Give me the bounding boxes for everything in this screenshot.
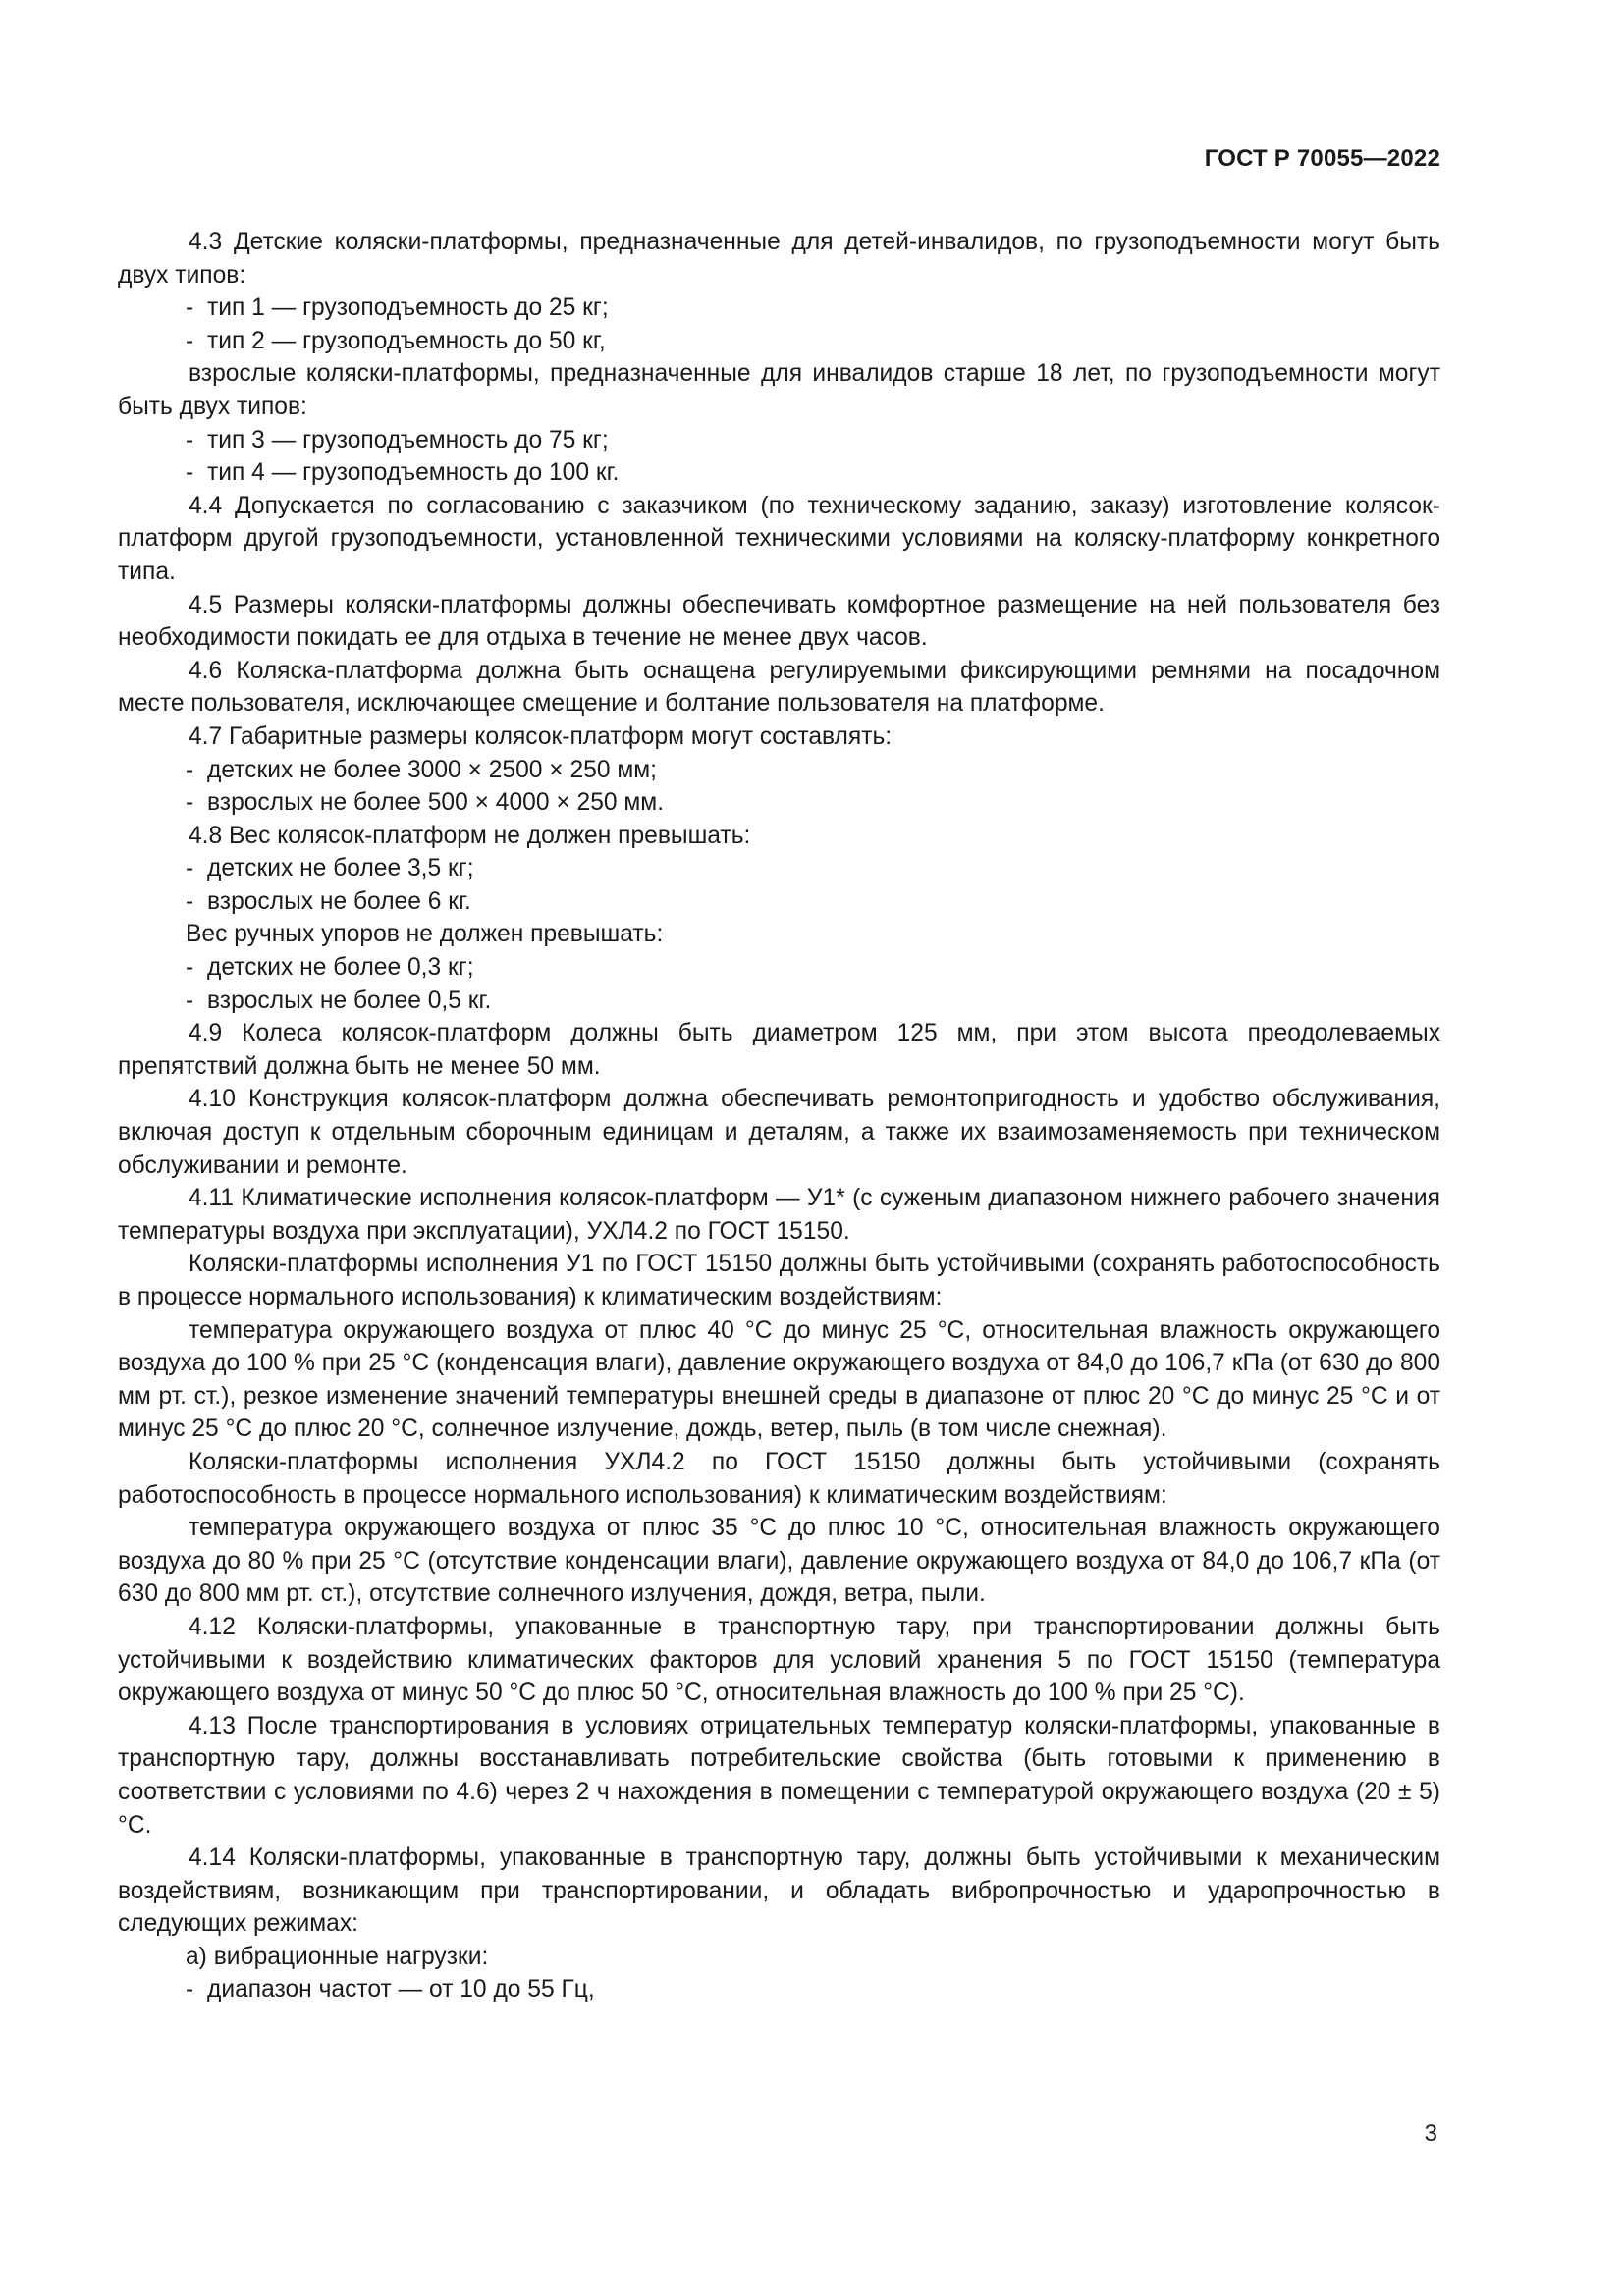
paragraph: Коляски-платформы исполнения УХЛ4.2 по ГОСТ 15150 должны быть устойчивыми (сохранять работоспособность в процессе нормального использования) к климатическим воздействиям: bbox=[118, 1448, 1440, 1509]
paragraph: 4.14 Коляски-платформы, упакованные в транспортную тару, должны быть устойчивыми к механическим воздействиям, возникающим при транспортировании, и обладать вибропрочностью и ударопрочностью в следующих режимах: bbox=[118, 1844, 1440, 1938]
list-item-text: взрослых не более 500 × 4000 × 250 мм. bbox=[207, 789, 665, 817]
paragraph-lead: а) вибрационные нагрузки: bbox=[186, 1943, 489, 1970]
list-item bbox=[118, 424, 1440, 457]
list-item bbox=[118, 456, 1440, 490]
list-item-text: взрослых не более 0,5 кг. bbox=[207, 987, 492, 1014]
paragraph: 4.13 После транспортирования в условиях отрицательных температур коляски-платформы, упакованные в транспортную тару, должны восстанавливать потребительские свойства (быть готовыми к применению в соответствии с условиями по 4.6) через 2 ч нахождения в помещении с температурой окружающего воздуха (20 ± 5) °С. bbox=[118, 1712, 1440, 1839]
paragraph: температура окружающего воздуха от плюс 35 °С до плюс 10 °С, относительная влажность окружающего воздуха до 80 % при 25 °С (отсутствие конденсации влаги), давление окружающего воздуха от 84,0 до 106,7 кПа (от 630 до 800 мм рт. ст.), отсутствие солнечного излучения, дождя, ветра, пыли. bbox=[118, 1515, 1440, 1608]
list-item bbox=[118, 951, 1440, 985]
list-item-text: детских не более 3000 × 2500 × 250 мм; bbox=[207, 756, 657, 783]
list-item-text: взрослых не более 6 кг. bbox=[207, 887, 471, 915]
list-dash: - bbox=[186, 426, 194, 454]
list-dash: - bbox=[186, 987, 194, 1014]
paragraph: 4.6 Коляска-платформа должна быть оснащена регулируемыми фиксирующими ремнями на посадочном месте пользователя, исключающее смещение и болтание пользователя на платформе. bbox=[118, 657, 1440, 718]
list-dash: - bbox=[186, 887, 194, 915]
document-number: ГОСТ Р 70055—2022 bbox=[1204, 145, 1440, 172]
paragraph: 4.7 Габаритные размеры колясок-платформ могут составлять: bbox=[189, 722, 893, 750]
paragraph: 4.4 Допускается по согласованию с заказчиком (по техническому заданию, заказу) изготовление колясок-платформ другой грузоподъемности, установленной техническими условиями на коляску-платформу конкретного типа. bbox=[118, 492, 1440, 585]
list-item bbox=[118, 852, 1440, 885]
list-item-text: тип 3 — грузоподъемность до 75 кг; bbox=[207, 426, 609, 454]
list-item bbox=[118, 754, 1440, 787]
list-item-text: тип 4 — грузоподъемность до 100 кг. bbox=[207, 459, 620, 487]
page-number: 3 bbox=[1424, 2120, 1437, 2147]
list-item-text: тип 1 — грузоподъемность до 25 кг; bbox=[207, 294, 609, 322]
list-dash: - bbox=[186, 855, 194, 882]
paragraph: 4.10 Конструкция колясок-платформ должна обеспечивать ремонтопригодность и удобство обслуживания, включая доступ к отдельным сборочным единицам и деталям, а также их взаимозаменяемость при техническом обслуживании и ремонте. bbox=[118, 1086, 1440, 1179]
paragraph: Коляски-платформы исполнения У1 по ГОСТ 15150 должны быть устойчивыми (сохранять работоспособность в процессе нормального использования) к климатическим воздействиям: bbox=[118, 1251, 1440, 1310]
list-dash: - bbox=[186, 756, 194, 783]
paragraph: температура окружающего воздуха от плюс 40 °С до минус 25 °С, относительная влажность окружающего воздуха до 100 % при 25 °С (конденсация влаги), давление окружающего воздуха от 84,0 до 106,7 кПа (от 630 до 800 мм рт. ст.), резкое изменение значений температуры внешней среды в диапазоне от плюс 20 °С до минус 25 °С и от минус 25 °С до плюс 20 °С, солнечное излучение, дождь, ветер, пыль (в том числе снежная). bbox=[118, 1316, 1440, 1443]
paragraph: 4.9 Колеса колясок-платформ должны быть диаметром 125 мм, при этом высота преодолеваемых препятствий должна быть не менее 50 мм. bbox=[118, 1020, 1440, 1080]
paragraph: 4.8 Вес колясок-платформ не должен превышать: bbox=[189, 822, 751, 849]
list-dash: - bbox=[186, 294, 194, 322]
list-item bbox=[118, 786, 1440, 820]
list-item bbox=[118, 292, 1440, 325]
list-item bbox=[118, 885, 1440, 919]
list-dash: - bbox=[186, 954, 194, 982]
list-item-text: тип 2 — грузоподъемность до 50 кг, bbox=[207, 327, 606, 354]
list-item bbox=[118, 325, 1440, 358]
list-dash: - bbox=[186, 459, 194, 487]
list-item-text: диапазон частот — от 10 до 55 Гц, bbox=[207, 1976, 595, 2003]
paragraph: 4.3 Детские коляски-платформы, предназначенные для детей-инвалидов, по грузоподъемности могут быть двух типов: bbox=[118, 229, 1440, 289]
list-dash: - bbox=[186, 327, 194, 354]
list-dash: - bbox=[186, 1976, 194, 2003]
paragraph: взрослые коляски-платформы, предназначенные для инвалидов старше 18 лет, по грузоподъемности могут быть двух типов: bbox=[118, 360, 1440, 420]
list-item bbox=[118, 1973, 1440, 2006]
document-body bbox=[118, 226, 1440, 2006]
paragraph-lead: Вес ручных упоров не должен превышать: bbox=[186, 921, 664, 948]
list-item-text: детских не более 3,5 кг; bbox=[207, 855, 474, 882]
paragraph: 4.11 Климатические исполнения колясок-платформ — У1* (с суженым диапазоном нижнего рабочего значения температуры воздуха при эксплуатации), УХЛ4.2 по ГОСТ 15150. bbox=[118, 1185, 1440, 1245]
paragraph: 4.5 Размеры коляски-платформы должны обеспечивать комфортное размещение на ней пользователя без необходимости покидать ее для отдыха в течение не менее двух часов. bbox=[118, 591, 1440, 652]
list-dash: - bbox=[186, 789, 194, 817]
list-item-text: детских не более 0,3 кг; bbox=[207, 954, 474, 982]
list-item bbox=[118, 985, 1440, 1018]
paragraph: 4.12 Коляски-платформы, упакованные в транспортную тару, при транспортировании должны быть устойчивыми к воздействию климатических факторов для условий хранения 5 по ГОСТ 15150 (температура окружающего воздуха от минус 50 °С до плюс 50 °С, относительная влажность до 100 % при 25 °С). bbox=[118, 1613, 1440, 1707]
